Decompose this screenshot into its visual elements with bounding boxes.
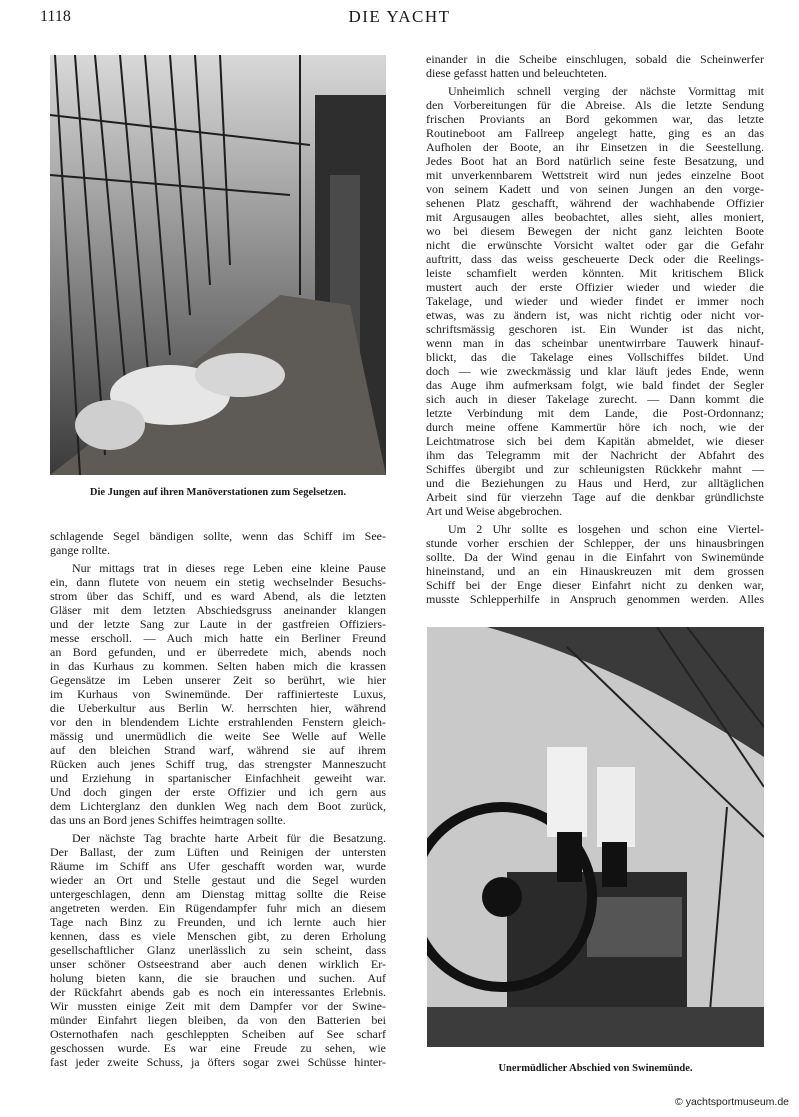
text-line: mit Argusaugen alles beobachtet, alles sieht, alles moniert, — [426, 210, 764, 224]
text-line: doch — wie zweckmässig und klar läuft jedes Ende, wenn — [426, 364, 764, 378]
text-line: gange rollte. — [50, 543, 110, 557]
text-line: leiste schamfielt werden könnten. Mit kritischem Blick — [426, 266, 764, 280]
text-line: sehenen Platz geschafft, während der wachhabende Offizier — [426, 196, 764, 210]
text-line: letzte Verbindung mit dem Lande, die Post-Ordonnanz; — [426, 406, 764, 420]
text-line: Wir mussten einige Zeit mit dem Dampfer vor der Swine- — [50, 999, 386, 1013]
paragraph — [50, 831, 386, 1069]
text-line: Rücken auch jenes Schiff trug, das strengster Manneszucht — [50, 757, 386, 771]
text-line: dem Lichterglanz den dunklen Weg nach dem Boot zurück, — [50, 799, 386, 813]
text-line: Osternothafen nach geschleppten Scheiben auf See scharf — [50, 1027, 386, 1041]
text-line: der Rückfahrt abends gab es noch ein interessantes Erlebnis. — [50, 985, 386, 999]
text-line: diese gefasst hatten und beleuchteten. — [426, 66, 607, 80]
text-line: unser schöner Ostseestrand aber auch denen wirklich Er- — [50, 957, 386, 971]
text-line: kennen, dass es viele Menschen gibt, zu deren Erholung — [50, 929, 386, 943]
text-line: münder Einfahrt liegen bleiben, da von den Batterien bei — [50, 1013, 386, 1027]
page-number: 1118 — [40, 8, 71, 25]
text-line: Nur mittags trat in dieses rege Leben eine kleine Pause — [72, 561, 386, 575]
text-line: messe erscholl. — Auch mich hatte ein Berliner Freund — [50, 631, 386, 645]
text-line: Der Ballast, der zum Lüften und Reinigen der untersten — [50, 845, 386, 859]
text-line: fast jeder zweite Schuss, ja öfters sogar zwei Schüsse hinter- — [50, 1055, 386, 1069]
text-line: Aufholen der Boote, an ihr Einsetzen in die Seestellung. — [426, 140, 764, 154]
text-line: Schiffes übergibt und zur schleunigsten Rückkehr mahnt — — [426, 462, 764, 476]
text-line: nicht die erwünschte Vorsicht waltet oder gar die Gefahr — [426, 238, 764, 252]
text-line: in das Kurhaus zu kommen. Selten haben mich die krassen — [50, 659, 386, 673]
text-line: Leichtmatrose sich bei dem Kapitän abmeldet, wie dieser — [426, 434, 764, 448]
text-line: strom über das Schiff, und es ward Abend, als die letzten — [50, 589, 386, 603]
text-line: hineinstand, und an ein Hinauskreuzen mit dem grossen — [426, 564, 764, 578]
text-line: von seinem Kadett und von seinen Jungen an den vorge- — [426, 182, 764, 196]
text-line: holung bieten kann, die sie brauchen und suchen. Auf — [50, 971, 386, 985]
figure-caption: Die Jungen auf ihren Manöverstationen zum Segelsetzen. — [89, 487, 347, 498]
text-line: geschossen wurde. Es war eine Freude zu sehen, wie — [50, 1041, 386, 1055]
text-line: Räume im Schiff ans Ufer geschafft worden war, wurde — [50, 859, 386, 873]
text-line: und die Beziehungen zu Haus und Herd, zur alltäglichen — [426, 476, 764, 490]
paragraph — [426, 84, 764, 518]
text-line: Gläser mit dem letzten Abschiedsgruss aneinander klangen — [50, 603, 386, 617]
text-line: Um 2 Uhr sollte es losgehen und schon eine Viertel- — [448, 522, 764, 536]
text-line: das Auge ihm aufmerksam folgt, wie bald findet der Segler — [426, 378, 764, 392]
text-line: Takelage, und wieder und wieder findet er immer noch — [426, 294, 764, 308]
text-line: wieder an Ort und Stelle gestaut und die Segel wurden — [50, 873, 386, 887]
photo-sailors-on-deck — [50, 55, 386, 475]
text-line: das uns an Bord jenes Schiffes heimtragen sollte. — [50, 813, 286, 827]
text-line: untergeschlagen, denn am Dienstag mittag sollte die Reise — [50, 887, 386, 901]
text-line: und Erziehung in spartanischer Einfachheit geweiht war. — [50, 771, 386, 785]
photo-ship-wheel-officers — [427, 627, 764, 1047]
text-line: und der letzte Sang zur Laute in der gastfreien Offiziers- — [50, 617, 386, 631]
text-line: Arbeit sind für vierzehn Tage auf die denkbar gründlichste — [426, 490, 764, 504]
text-line: Gegensätze im Leben unserer Zeit so berührt, wie hier — [50, 673, 386, 687]
text-line: Routineboot am Fallreep angelegt hatte, ging es an das — [426, 126, 764, 140]
text-line: frischen Proviants an Bord gekommen war, das letzte — [426, 112, 764, 126]
text-line: die Ueberkultur aus Berlin W. herrschten hier, während — [50, 701, 386, 715]
paragraph — [50, 529, 386, 557]
text-line: Der nächste Tag brachte harte Arbeit für die Besatzung. — [72, 831, 386, 845]
text-line: sollte. Da der Wind genau in die Einfahrt von Swinemünde — [426, 550, 764, 564]
text-line: im Kurhaus von Swinemünde. Der raffinierteste Luxus, — [50, 687, 386, 701]
text-line: den Vorbereitungen für die Abreise. Als die letzte Sendung — [426, 98, 764, 112]
paragraph — [426, 522, 764, 606]
text-line: schriftsmässig geschoren ist. Ein Wunder ist das nicht, — [426, 322, 764, 336]
text-line: an Bord gefunden, und er überredete mich, abends noch — [50, 645, 386, 659]
text-line: musste Schlepperhilfe in Anspruch genommen werden. Alles — [426, 592, 764, 606]
text-line: wo bei diesem Bewegen der nicht ganz leichten Boote — [426, 224, 764, 238]
text-line: einander in die Scheibe einschlugen, sobald die Scheinwerfer — [426, 52, 764, 66]
text-line: durch meine offene Kammertür höre ich noch, wie der — [426, 420, 764, 434]
text-line: mässig und unermüdlich die weite See Welle auf Welle — [50, 729, 386, 743]
text-line: angetreten werden. Ein Rügendampfer fuhr mich an diesem — [50, 901, 386, 915]
text-line: blickt, das die Takelage eines Vollschiffes bildet. Und — [426, 350, 764, 364]
text-line: gesellschaftlicher Glanz unerlässlich zu sein scheint, dass — [50, 943, 386, 957]
text-line: Art und Weise abgebrochen. — [426, 504, 563, 518]
text-line: Jedes Boot hat an Bord natürlich seine feste Besatzung, und — [426, 154, 764, 168]
text-column-left — [50, 529, 386, 1069]
text-line: Schiff bei der Enge dieser Einfahrt nicht zu denken war, — [426, 578, 764, 592]
text-line: mustert auch der erste Offizier wieder und wieder die — [426, 280, 764, 294]
text-line: wenn man in das scheinbar unentwirrbare Tauwerk hinauf- — [426, 336, 764, 350]
text-line: auf den bleichen Strand warf, während sie auf ihrem — [50, 743, 386, 757]
text-column-right — [426, 52, 764, 606]
text-line: etwas, was zu ändern ist, was nicht richtig oder nicht vor- — [426, 308, 764, 322]
paragraph — [50, 561, 386, 827]
text-line: ein, dann flutete von neuem ein stetig wechselnder Besuchs- — [50, 575, 386, 589]
text-line: Und doch gingen der erste Offizier und ich gern aus — [50, 785, 386, 799]
text-line: vor den in blendendem Lichte erstrahlenden Fenstern gleich- — [50, 715, 386, 729]
text-line: auftritt, dass das weiss gescheuerte Deck oder die Reelings- — [426, 252, 764, 266]
text-line: schlagende Segel bändigen sollte, wenn das Schiff im See- — [50, 529, 386, 543]
watermark: © yachtsportmuseum.de — [675, 1096, 789, 1108]
text-line: sich auch in dieser Takelage zurecht. — Dann kommt die — [426, 392, 764, 406]
text-line: Unheimlich schnell verging der nächste Vormittag mit — [448, 84, 764, 98]
text-line: Tage nach Binz zu Freunden, und ich lernte auch hier — [50, 915, 386, 929]
running-title: DIE YACHT — [348, 7, 451, 26]
paragraph — [426, 52, 764, 80]
figure-caption: Unermüdlicher Abschied von Swinemünde. — [498, 1063, 693, 1074]
text-line: ihm das Telegramm mit der Nachricht der Abfahrt des — [426, 448, 764, 462]
text-line: mit unverkennbarem Wettstreit wird nun jedes einzelne Boot — [426, 168, 764, 182]
text-line: stunde vorher erschien der Schlepper, der uns hinausbringen — [426, 536, 764, 550]
